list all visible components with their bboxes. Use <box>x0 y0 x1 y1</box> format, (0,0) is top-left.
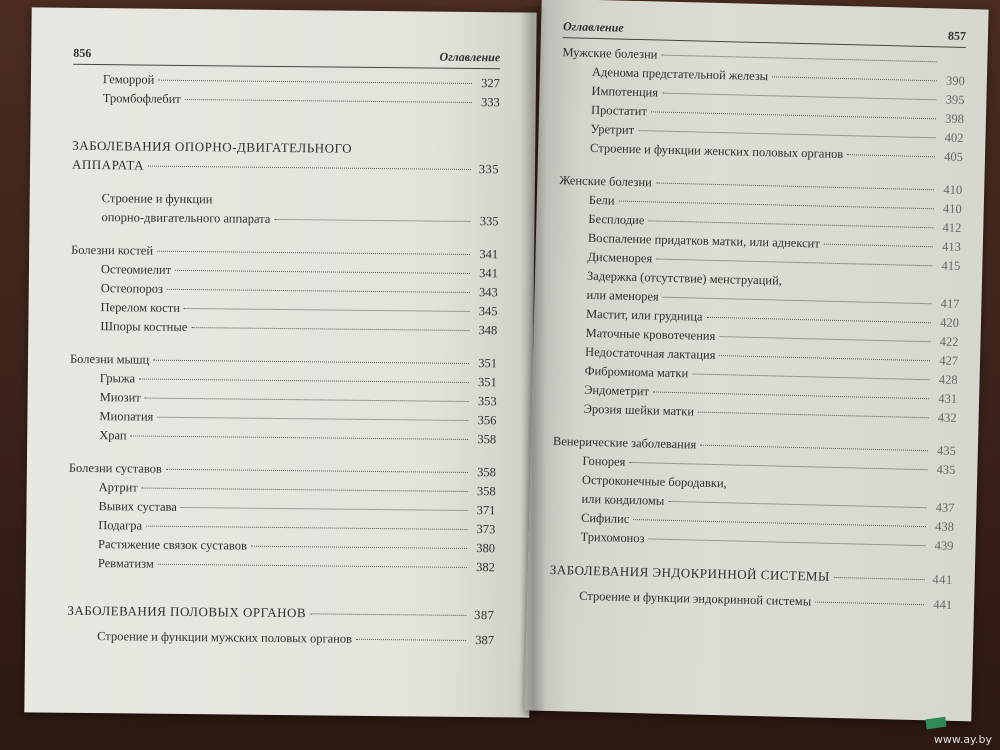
toc-entry[interactable]: Ревматизм 382 <box>97 556 495 575</box>
toc-entry[interactable]: Артрит 358 <box>98 480 496 499</box>
toc-entry[interactable]: Трихомоноз 439 <box>580 529 954 553</box>
toc-entry[interactable]: Миопатия 356 <box>99 409 497 428</box>
left-page-header <box>73 46 500 68</box>
toc-entry[interactable]: Остроконечные бородавки, или кондиломы 437 <box>581 472 955 515</box>
toc-entry[interactable]: Храп 358 <box>99 428 497 447</box>
toc-entry[interactable]: Строение и функции мужских половых органов 387 <box>97 629 495 648</box>
toc-entry[interactable]: Воспаление придатков матки, или аднексит 413 <box>587 230 961 254</box>
toc-entry[interactable]: Строение и функции эндокринной системы 441 <box>579 588 953 612</box>
toc-group-heading[interactable]: Болезни суставов 358 <box>68 460 496 480</box>
toc-entry[interactable]: Шпоры костные 348 <box>100 319 498 338</box>
toc-entry[interactable]: Сифилис 438 <box>580 510 955 534</box>
toc-entry[interactable]: Остеопороз 343 <box>100 281 498 300</box>
toc-entry[interactable]: Гонорея 435 <box>582 453 956 477</box>
toc-entry[interactable]: Грыжа 351 <box>99 371 497 390</box>
watermark: www.ay.by <box>933 733 992 746</box>
toc-entry[interactable]: Подагра 373 <box>98 518 496 537</box>
toc-entry[interactable]: Бесплодие 412 <box>588 211 962 235</box>
toc-group-heading[interactable]: Женские болезни 410 <box>559 173 963 197</box>
toc-entry[interactable]: Недостаточная лактация 427 <box>584 344 959 368</box>
toc-entry[interactable]: Простатит 398 <box>590 102 965 126</box>
toc-section-heading[interactable]: ЗАБОЛЕВАНИЯ ОПОРНО-ДВИГАТЕЛЬНОГО АППАРАТА 335 <box>71 137 500 177</box>
toc-entry[interactable]: Растяжение связок суставов 380 <box>98 537 496 556</box>
toc-entry[interactable]: Маточные кровотечения 422 <box>585 325 959 349</box>
toc-entry[interactable]: Перелом кости 345 <box>100 300 498 319</box>
toc-entry[interactable]: Тромбофлебит 333 <box>102 91 500 110</box>
toc-entry[interactable]: Бели 410 <box>588 192 962 216</box>
toc-group-heading[interactable]: Мужские болезни <box>562 43 965 72</box>
right-page <box>524 0 988 721</box>
right-page-number: 857 <box>947 28 967 44</box>
left-page <box>24 7 536 717</box>
toc-entry[interactable]: Мастит, или грудница 420 <box>585 306 960 330</box>
toc-entry[interactable]: Уретрит 402 <box>590 121 964 145</box>
toc-entry[interactable]: Строение и функции женских половых органов 405 <box>589 140 964 164</box>
toc-entry[interactable]: Миозит 353 <box>99 390 497 409</box>
toc-section-heading[interactable]: ЗАБОЛЕВАНИЯ ЭНДОКРИННОЙ СИСТЕМЫ 441 <box>549 562 953 587</box>
toc-entry[interactable]: Аденома предстательной железы 390 <box>591 64 966 89</box>
right-page-header <box>563 19 966 47</box>
toc-entry[interactable]: Задержка (отсутствие) менструаций, или аменорея 417 <box>586 268 960 311</box>
toc-entry[interactable]: Остеомиелит 341 <box>100 262 499 281</box>
toc-entry[interactable]: Эрозия шейки матки 432 <box>583 401 957 425</box>
toc-entry[interactable]: Геморрой 327 <box>102 72 501 91</box>
toc-section-heading[interactable]: ЗАБОЛЕВАНИЯ ПОЛОВЫХ ОРГАНОВ 387 <box>67 602 495 623</box>
book-gutter-shadow <box>520 6 546 716</box>
right-page-running-title: Оглавление <box>562 19 624 35</box>
left-page-number: 856 <box>73 45 92 61</box>
left-page-running-title: Оглавление <box>439 49 501 65</box>
toc-group-heading[interactable]: Болезни мышц 351 <box>69 351 498 371</box>
toc-entry[interactable]: Импотенция 395 <box>591 83 965 108</box>
toc-entry[interactable]: Строение и функции опорно-двигательного аппарата 335 <box>101 191 499 229</box>
toc-group-heading[interactable]: Болезни костей 341 <box>71 242 499 262</box>
toc-entry[interactable]: Вывих сустава 371 <box>98 499 496 518</box>
toc-group-heading[interactable]: Венерические заболевания 435 <box>552 434 957 458</box>
right-toc <box>549 43 966 615</box>
toc-entry[interactable]: Дисменорея 415 <box>587 249 961 273</box>
left-toc <box>67 70 500 650</box>
header-rule <box>73 64 500 69</box>
toc-entry[interactable]: Эндометрит 431 <box>584 382 958 406</box>
toc-entry[interactable]: Фибромиома матки 428 <box>584 363 958 387</box>
